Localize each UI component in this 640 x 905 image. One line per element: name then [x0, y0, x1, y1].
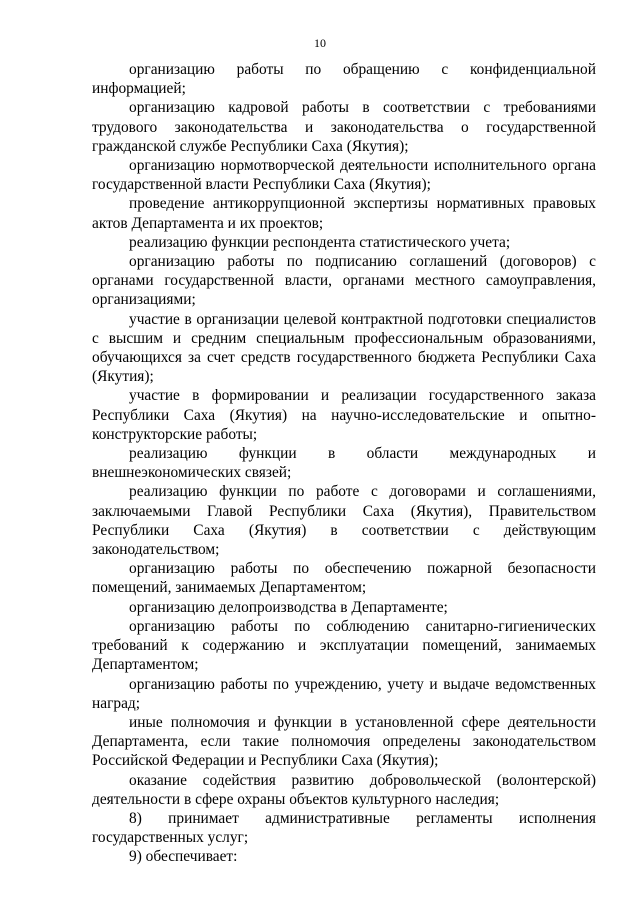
paragraph: организацию работы по обеспечению пожарной безопасности помещений, занимаемых Департаментом;: [92, 560, 596, 597]
paragraph: 8) принимает административные регламенты исполнения государственных услуг;: [92, 809, 596, 847]
paragraph: участие в организации целевой контрактной подготовки специалистов с высшим и средним специальным профессиональным образованиями, обучающихся за счет средств государственного бюджета Республики Саха (Якутия);: [92, 310, 596, 386]
paragraph: реализацию функции в области международных и внешнеэкономических связей;: [92, 445, 596, 482]
paragraph: участие в формировании и реализации государственного заказа Республики Саха (Якутия) на научно-исследовательские и опытно-конструкторские работы;: [92, 387, 596, 443]
page-number: 10: [314, 36, 326, 50]
paragraph: реализацию функции по работе с договорами и соглашениями, заключаемыми Главой Республики Саха (Якутия), Правительством Республики Саха (Якутия) в соответствии с действующим законодательством;: [92, 483, 596, 559]
paragraph: организацию кадровой работы в соответствии с требованиями трудового законодательства и законодательства о государственной гражданской службе Республики Саха (Якутия);: [92, 99, 596, 155]
paragraph: проведение антикоррупционной экспертизы нормативных правовых актов Департамента и их проектов;: [92, 195, 596, 232]
paragraph: оказание содействия развитию добровольческой (волонтерской) деятельности в сфере охраны объектов культурного наследия;: [92, 771, 596, 808]
paragraph: организацию работы по обращению с конфиденциальной информацией;: [92, 61, 596, 98]
paragraph: организацию делопроизводства в Департаменте;: [129, 598, 448, 616]
paragraph: иные полномочия и функции в установленной сфере деятельности Департамента, если такие полномочия определены законодательством Российской Федерации и Республики Саха (Якутия);: [92, 713, 596, 770]
paragraph: организацию работы по соблюдению санитарно-гигиенических требований к содержанию и эксплуатации помещений, занимаемых Департаментом;: [92, 617, 596, 674]
paragraph: организацию нормотворческой деятельности исполнительного органа государственной власти Республики Саха (Якутия);: [92, 157, 596, 194]
paragraph: реализацию функции респондента статистического учета;: [129, 233, 511, 251]
document-body: [92, 60, 596, 867]
paragraph: 9) обеспечивает:: [129, 848, 238, 866]
paragraph: организацию работы по подписанию соглашений (договоров) с органами государственной власти, органами местного самоуправления, организациями;: [92, 253, 596, 309]
paragraph: организацию работы по учреждению, учету и выдаче ведомственных наград;: [92, 675, 596, 712]
